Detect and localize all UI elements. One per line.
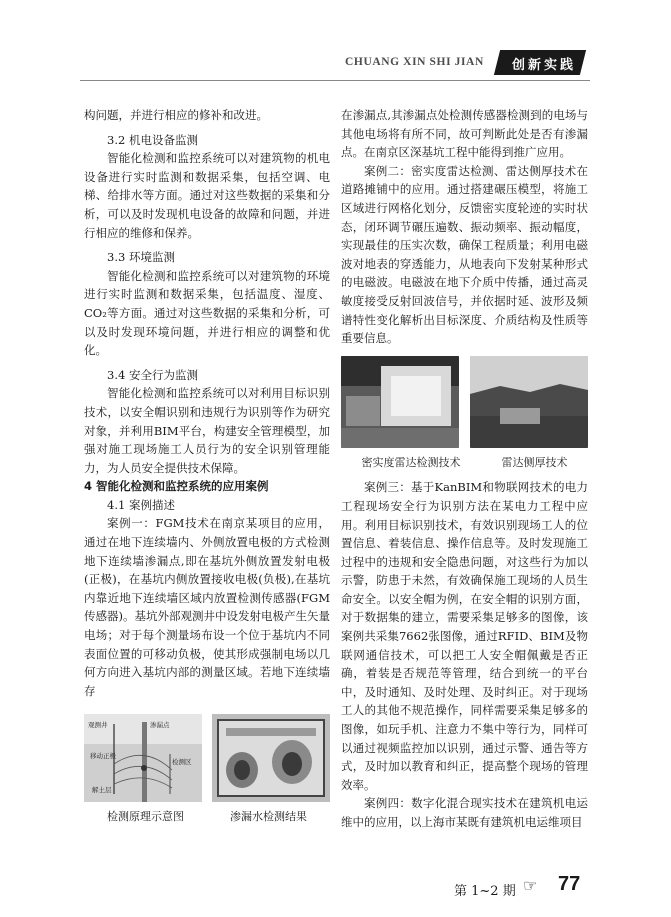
fig1-label-zone: 检测区 <box>172 758 192 767</box>
fig2-caption: 渗漏水检测结果 <box>230 810 307 824</box>
fig1-label-electrode: 移动正极 <box>90 752 116 761</box>
paragraph-case-4: 案例四：数字化混合现实技术在建筑机电运维中的应用，以上海市某既有建筑机电运维项目 <box>341 796 588 829</box>
leakage-result-figure <box>212 714 330 802</box>
fig1-label-soil: 解土层 <box>92 786 112 795</box>
section-heading-4-1: 4.1 案例描述 <box>107 497 175 512</box>
header-column-title: 创新实践 <box>512 58 577 73</box>
header-english-title: CHUANG XIN SHI JIAN <box>345 56 484 68</box>
paragraph-case-3: 案例三：基于KanBIM和物联网技术的电力工程现场安全行为识别方法在某电力工程中应用。利用目标识别技术，有效识别现场工人的位置信息、着装信息、操作信息等。及时发现施工过程中的违规和安全隐患问题，对这些行为加以示警，防患于未然，有效确保施工现场的人员生命安全。以安全帽为例，在安全帽的识别方面，对于数据集的建立，需要采集足够多的图像，该案例共采集7662张图像，通过RFID、BIM及物联网通信技术，可以把工人安全帽佩戴是否正确，着装是否规范等管理，结合到统一的平台中，及时通知、及时处理、及时纠正。对于现场工人的其他不规范操作，同样需要采集足够多的图像，如玩手机、注意力不集中等行为，同样可以通过视频监控加以识别，通过示警、通告等方式，及时加以教育和纠正，提高整个现场的管理效率。 <box>341 480 588 792</box>
section-heading-3-3: 3.3 环境监测 <box>107 250 175 265</box>
detection-principle-figure <box>84 714 202 802</box>
pointing-hand-icon: ☞ <box>523 876 538 895</box>
fig1-label-well: 观测井 <box>88 721 108 730</box>
radar-thickness-photo <box>470 356 588 448</box>
compaction-radar-photo <box>341 356 459 448</box>
paragraph: 构问题，并进行相应的修补和改进。 <box>84 108 268 122</box>
section-heading-3-4: 3.4 安全行为监测 <box>107 367 198 382</box>
header-rule <box>80 80 590 81</box>
right-column <box>341 106 588 832</box>
paragraph-case-1: 案例一：FGM技术在南京某项目的应用，通过在地下连续墙内、外侧放置电极的方式检测地下连续墙渗漏点,即在基坑外侧放置发射电极(正极)，在基坑内侧放置接收电极(负极),在基坑内靠近地下连续墙区域内放置检测传感器(FGM传感器)。基坑外部观测井中设发射电极产生矢量电场；对于每个测量场布设一个位于基坑内不同表面位置的可移动负极，使其形成强制电场以几何方向进入基坑内部的测量区域。若地下连续墙存 <box>84 516 330 698</box>
paragraph: 智能化检测和监控系统可以对建筑物的机电设备进行实时监测和数据采集，包括空调、电梯、给排水等方面。通过对这些数据的采集和分析，可以及时发现机电设备的故障和问题，并进行相应的维修和保养。 <box>84 151 330 240</box>
paragraph: 在渗漏点,其渗漏点处检测传感器检测到的电场与其他电场将有所不同，故可判断此处是否有渗漏点。在南京区深基坑工程中能得到推广应用。 <box>341 108 588 160</box>
photo1-caption: 密实度雷达检测技术 <box>361 455 461 469</box>
photo2-caption: 雷达侧厚技术 <box>501 455 568 469</box>
section-heading-4: 4 智能化检测和监控系统的应用案例 <box>84 479 269 494</box>
fig1-label-leak: 渗漏点 <box>150 721 170 730</box>
left-column <box>84 106 330 833</box>
issue-number: 第 1~2 期 <box>454 884 516 899</box>
section-heading-3-2: 3.2 机电设备监测 <box>107 132 198 147</box>
page-number: 77 <box>558 873 581 895</box>
paragraph: 智能化检测和监控系统可以对利用目标识别技术，以安全帽识别和违规行为识别等作为研究对象，并利用BIM平台，构建安全管理模型，加强对施工现场施工人员行为的安全识别管理能力，为人员安全提供技术保障。 <box>84 386 330 475</box>
paragraph-case-2: 案例二：密实度雷达检测、雷达侧厚技术在道路摊铺中的应用。通过搭建碾压模型，将施工区域进行网格化划分，反馈密实度轮迹的实时状态，闭环调节碾压遍数、振动频率、振动幅度，实现最佳的压实次数，确保工程质量；利用电磁波对地表的穿透能力，从地表向下发射某种形式的电磁波。电磁波在地下介质中传播，通过高灵敏度接受反射回波信号，并依据时延、波形及频谱特性变化解析出目标深度、介质结构及性质等重要信息。 <box>341 163 588 346</box>
fig1-caption: 检测原理示意图 <box>107 810 184 824</box>
paragraph: 智能化检测和监控系统可以对建筑物的环境进行实时监测和数据采集，包括温度、湿度、CO₂等方面。通过对这些数据的采集和分析，可以及时发现环境问题，并进行相应的调整和优化。 <box>84 268 330 358</box>
